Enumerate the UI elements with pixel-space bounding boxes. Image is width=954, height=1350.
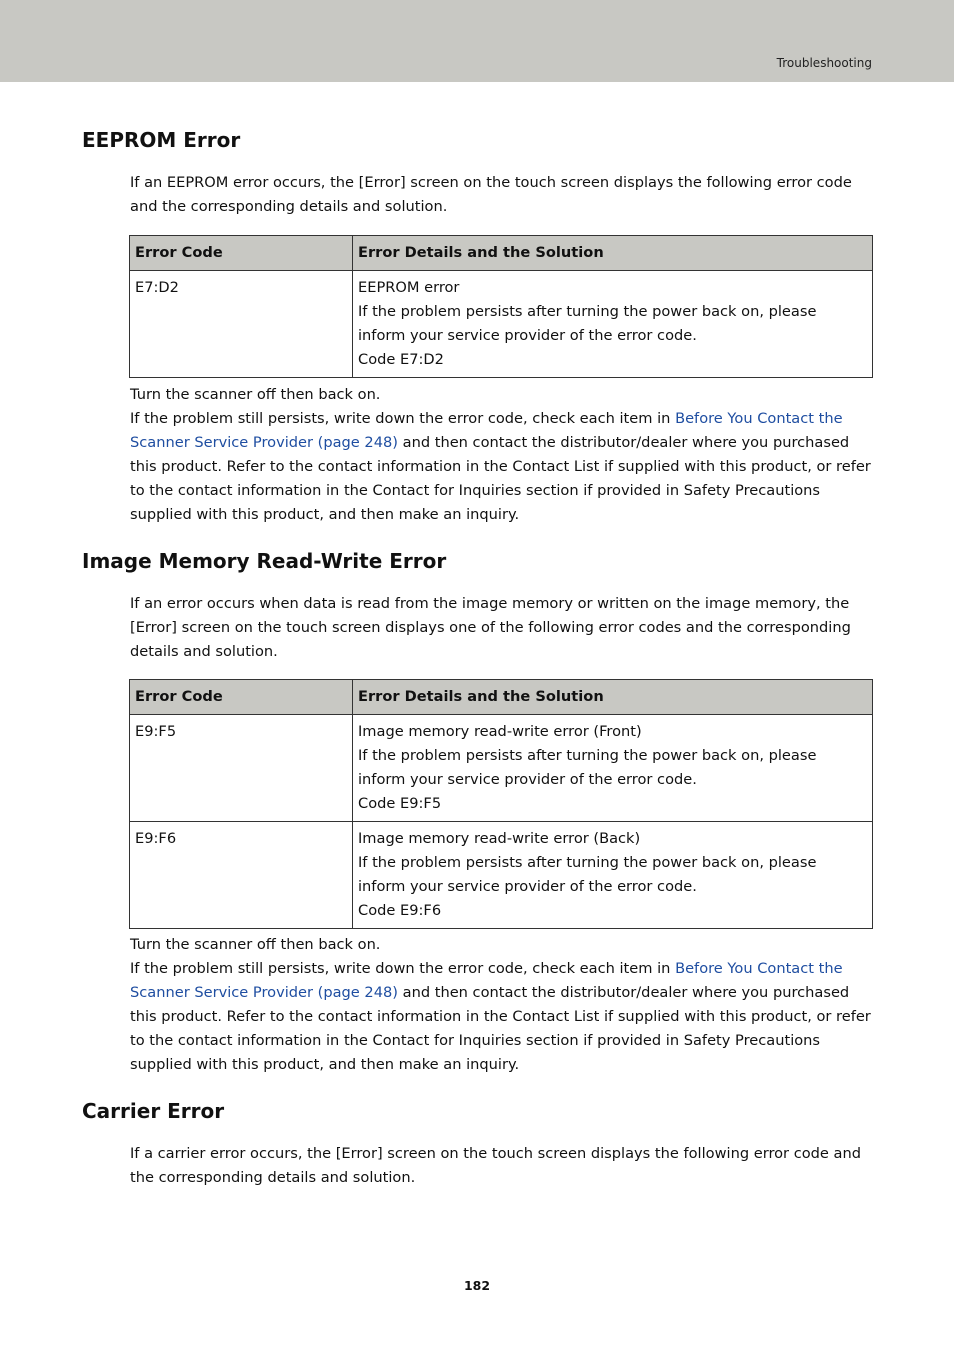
error-details-line: Image memory read-write error (Front)	[358, 723, 642, 740]
error-table-image-memory	[129, 679, 873, 929]
section-after-eeprom	[130, 383, 875, 527]
contact-provider-link[interactable]: Before You Contact the Scanner Service Provider (page 248)	[130, 410, 843, 451]
table-row	[130, 715, 873, 822]
error-details-cell	[353, 822, 873, 929]
error-code-cell: E7:D2	[130, 271, 353, 378]
after-paragraph	[130, 407, 875, 527]
section-title-carrier: Carrier Error	[82, 1099, 225, 1123]
after-post-link: and then contact the distributor/dealer where you purchased this product. Refer to the contact information in the Contact List if supplied with this product, or refer to the contact information in the Contact for Inquiries section if provided in Safety Precautions supplied with this product, and then make an inquiry.	[130, 434, 871, 523]
page-number: 182	[463, 1278, 491, 1293]
contact-provider-link[interactable]: Before You Contact the Scanner Service Provider (page 248)	[130, 960, 843, 1001]
after-paragraph	[130, 957, 875, 1077]
error-details-line: If the problem persists after turning the power back on, please inform your service provider of the error code.	[358, 303, 817, 344]
section-intro-eeprom: If an EEPROM error occurs, the [Error] screen on the touch screen displays the following error code and the corresponding details and solution.	[130, 174, 852, 215]
error-table-eeprom	[129, 235, 873, 378]
error-details-line: Code E7:D2	[358, 351, 444, 368]
table-row	[130, 271, 873, 378]
table-header-code: Error Code	[130, 680, 353, 715]
header-section-label: Troubleshooting	[776, 56, 872, 70]
table-row	[130, 822, 873, 929]
error-details-line: If the problem persists after turning the power back on, please inform your service provider of the error code.	[358, 747, 817, 788]
after-line: Turn the scanner off then back on.	[130, 936, 381, 953]
error-code-cell: E9:F5	[130, 715, 353, 822]
error-details-line: Image memory read-write error (Back)	[358, 830, 641, 847]
error-details-cell	[353, 715, 873, 822]
table-header-row	[130, 236, 873, 271]
error-details-cell	[353, 271, 873, 378]
error-details-line: EEPROM error	[358, 279, 460, 296]
section-intro-image-memory: If an error occurs when data is read from the image memory or written on the image memory, the [Error] screen on the touch screen displays one of the following error codes and the corresponding details and solution.	[130, 595, 851, 660]
table-header-details: Error Details and the Solution	[353, 680, 873, 715]
section-title-image-memory: Image Memory Read-Write Error	[82, 549, 447, 573]
table-header-code: Error Code	[130, 236, 353, 271]
section-after-image-memory	[130, 933, 875, 1077]
error-code-cell: E9:F6	[130, 822, 353, 929]
table-header-row	[130, 680, 873, 715]
after-pre-link: If the problem still persists, write down the error code, check each item in	[130, 960, 676, 977]
table-header-details: Error Details and the Solution	[353, 236, 873, 271]
after-post-link: and then contact the distributor/dealer where you purchased this product. Refer to the contact information in the Contact List if supplied with this product, or refer to the contact information in the Contact for Inquiries section if provided in Safety Precautions supplied with this product, and then make an inquiry.	[130, 984, 871, 1073]
error-details-line: If the problem persists after turning the power back on, please inform your service provider of the error code.	[358, 854, 817, 895]
error-details-line: Code E9:F5	[358, 795, 442, 812]
error-details-line: Code E9:F6	[358, 902, 442, 919]
after-line: Turn the scanner off then back on.	[130, 386, 381, 403]
after-pre-link: If the problem still persists, write down the error code, check each item in	[130, 410, 676, 427]
section-intro-carrier: If a carrier error occurs, the [Error] screen on the touch screen displays the following error code and the corresponding details and solution.	[130, 1145, 861, 1186]
page-header	[0, 0, 954, 82]
section-title-eeprom: EEPROM Error	[82, 128, 241, 152]
